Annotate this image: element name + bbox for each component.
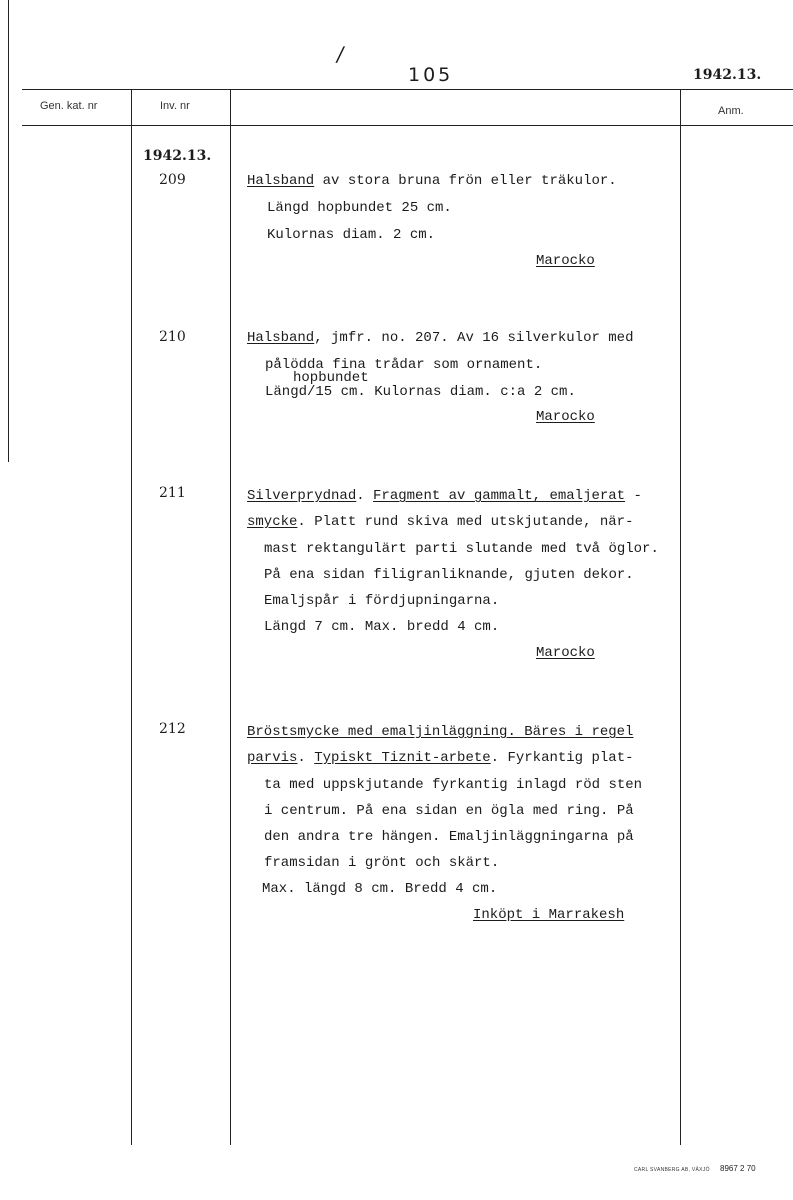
entry-211-line-4: På ena sidan filigranliknande, gjuten dekor.	[264, 567, 634, 583]
entry-211-origin: Marocko	[536, 645, 595, 661]
entry-211-line-1: Silverprydnad. Fragment av gammalt, emaljerat -	[247, 488, 642, 504]
inventory-group-number: 1942.13.	[143, 148, 212, 164]
pencil-slash-mark: /	[334, 42, 346, 66]
entry-210-title: Halsband	[247, 330, 315, 346]
column-header-inv-nr: Inv. nr	[160, 100, 190, 112]
entry-209-line-3: Kulornas diam. 2 cm.	[267, 227, 436, 243]
entry-210-origin: Marocko	[536, 409, 595, 425]
page-number: 105	[408, 64, 454, 86]
entry-210-line-3: Längd/15 cm. Kulornas diam. c:a 2 cm.	[265, 384, 576, 400]
entry-211-line-2: smycke. Platt rund skiva med utskjutande, när-	[247, 514, 634, 530]
column-divider-inv-text	[230, 89, 231, 1145]
entry-number-210: 210	[159, 329, 186, 345]
entry-212-line-5: den andra tre hängen. Emaljinläggningarna på	[264, 829, 634, 845]
column-header-gen-kat: Gen. kat. nr	[40, 100, 98, 112]
entry-211-line-3: mast rektangulärt parti slutande med två öglor.	[264, 541, 659, 557]
entry-209-line-1: Halsband av stora bruna frön eller träkulor.	[247, 173, 617, 189]
entry-212-line-3: ta med uppskjutande fyrkantig inlagd röd sten	[264, 777, 643, 793]
entry-212-line-1	[247, 723, 633, 741]
entry-211-line-6: Längd 7 cm. Max. bredd 4 cm.	[264, 619, 500, 635]
footer-printer-imprint: CARL SVANBERG AB, VÄXJÖ	[634, 1167, 710, 1173]
entry-number-212: 212	[159, 721, 186, 737]
entry-212-line-4: i centrum. På ena sidan en ögla med ring. På	[264, 803, 634, 819]
entry-209-origin: Marocko	[536, 253, 595, 269]
header-bottom-rule	[22, 125, 793, 126]
entry-number-211: 211	[159, 485, 186, 501]
entry-211-title-end: smycke	[247, 514, 298, 530]
entry-211-title: Silverprydnad	[247, 488, 357, 504]
entry-212-line-7: Max. längd 8 cm. Bredd 4 cm.	[262, 881, 498, 897]
left-margin-rule	[8, 0, 9, 462]
entry-211-line-5: Emaljspår i fördjupningarna.	[264, 593, 500, 609]
entry-212-title-continued: parvis	[247, 750, 298, 766]
entry-210-handwritten-insertion: hopbundet	[293, 370, 369, 386]
entry-209-line-2: Längd hopbundet 25 cm.	[267, 200, 452, 216]
entry-212-subtitle: Typiskt Tiznit-arbete	[314, 750, 491, 766]
entry-210-line-1: Halsband, jmfr. no. 207. Av 16 silverkulor med	[247, 330, 634, 346]
column-divider-gen-inv	[131, 89, 132, 1145]
column-divider-text-anm	[680, 89, 681, 1145]
footer-form-code: 8967 2 70	[720, 1164, 756, 1173]
entry-209-title: Halsband	[247, 173, 315, 189]
entry-number-209: 209	[159, 172, 186, 188]
entry-212-title: Bröstsmycke med emaljinläggning. Bäres i regel	[247, 724, 634, 740]
header-top-rule	[22, 89, 793, 90]
entry-210-line-2: pålödda fina trådar som ornament.	[265, 357, 543, 373]
entry-211-title-continued: Fragment av gammalt, emaljerat	[373, 488, 626, 504]
entry-212-line-2: parvis. Typiskt Tiznit-arbete. Fyrkantig plat-	[247, 750, 634, 766]
entry-212-line-6: framsidan i grönt och skärt.	[264, 855, 500, 871]
entry-212-origin: Inköpt i Marrakesh	[473, 907, 625, 923]
page-inventory-ref: 1942.13.	[693, 67, 762, 83]
column-header-anm: Anm.	[718, 105, 744, 117]
